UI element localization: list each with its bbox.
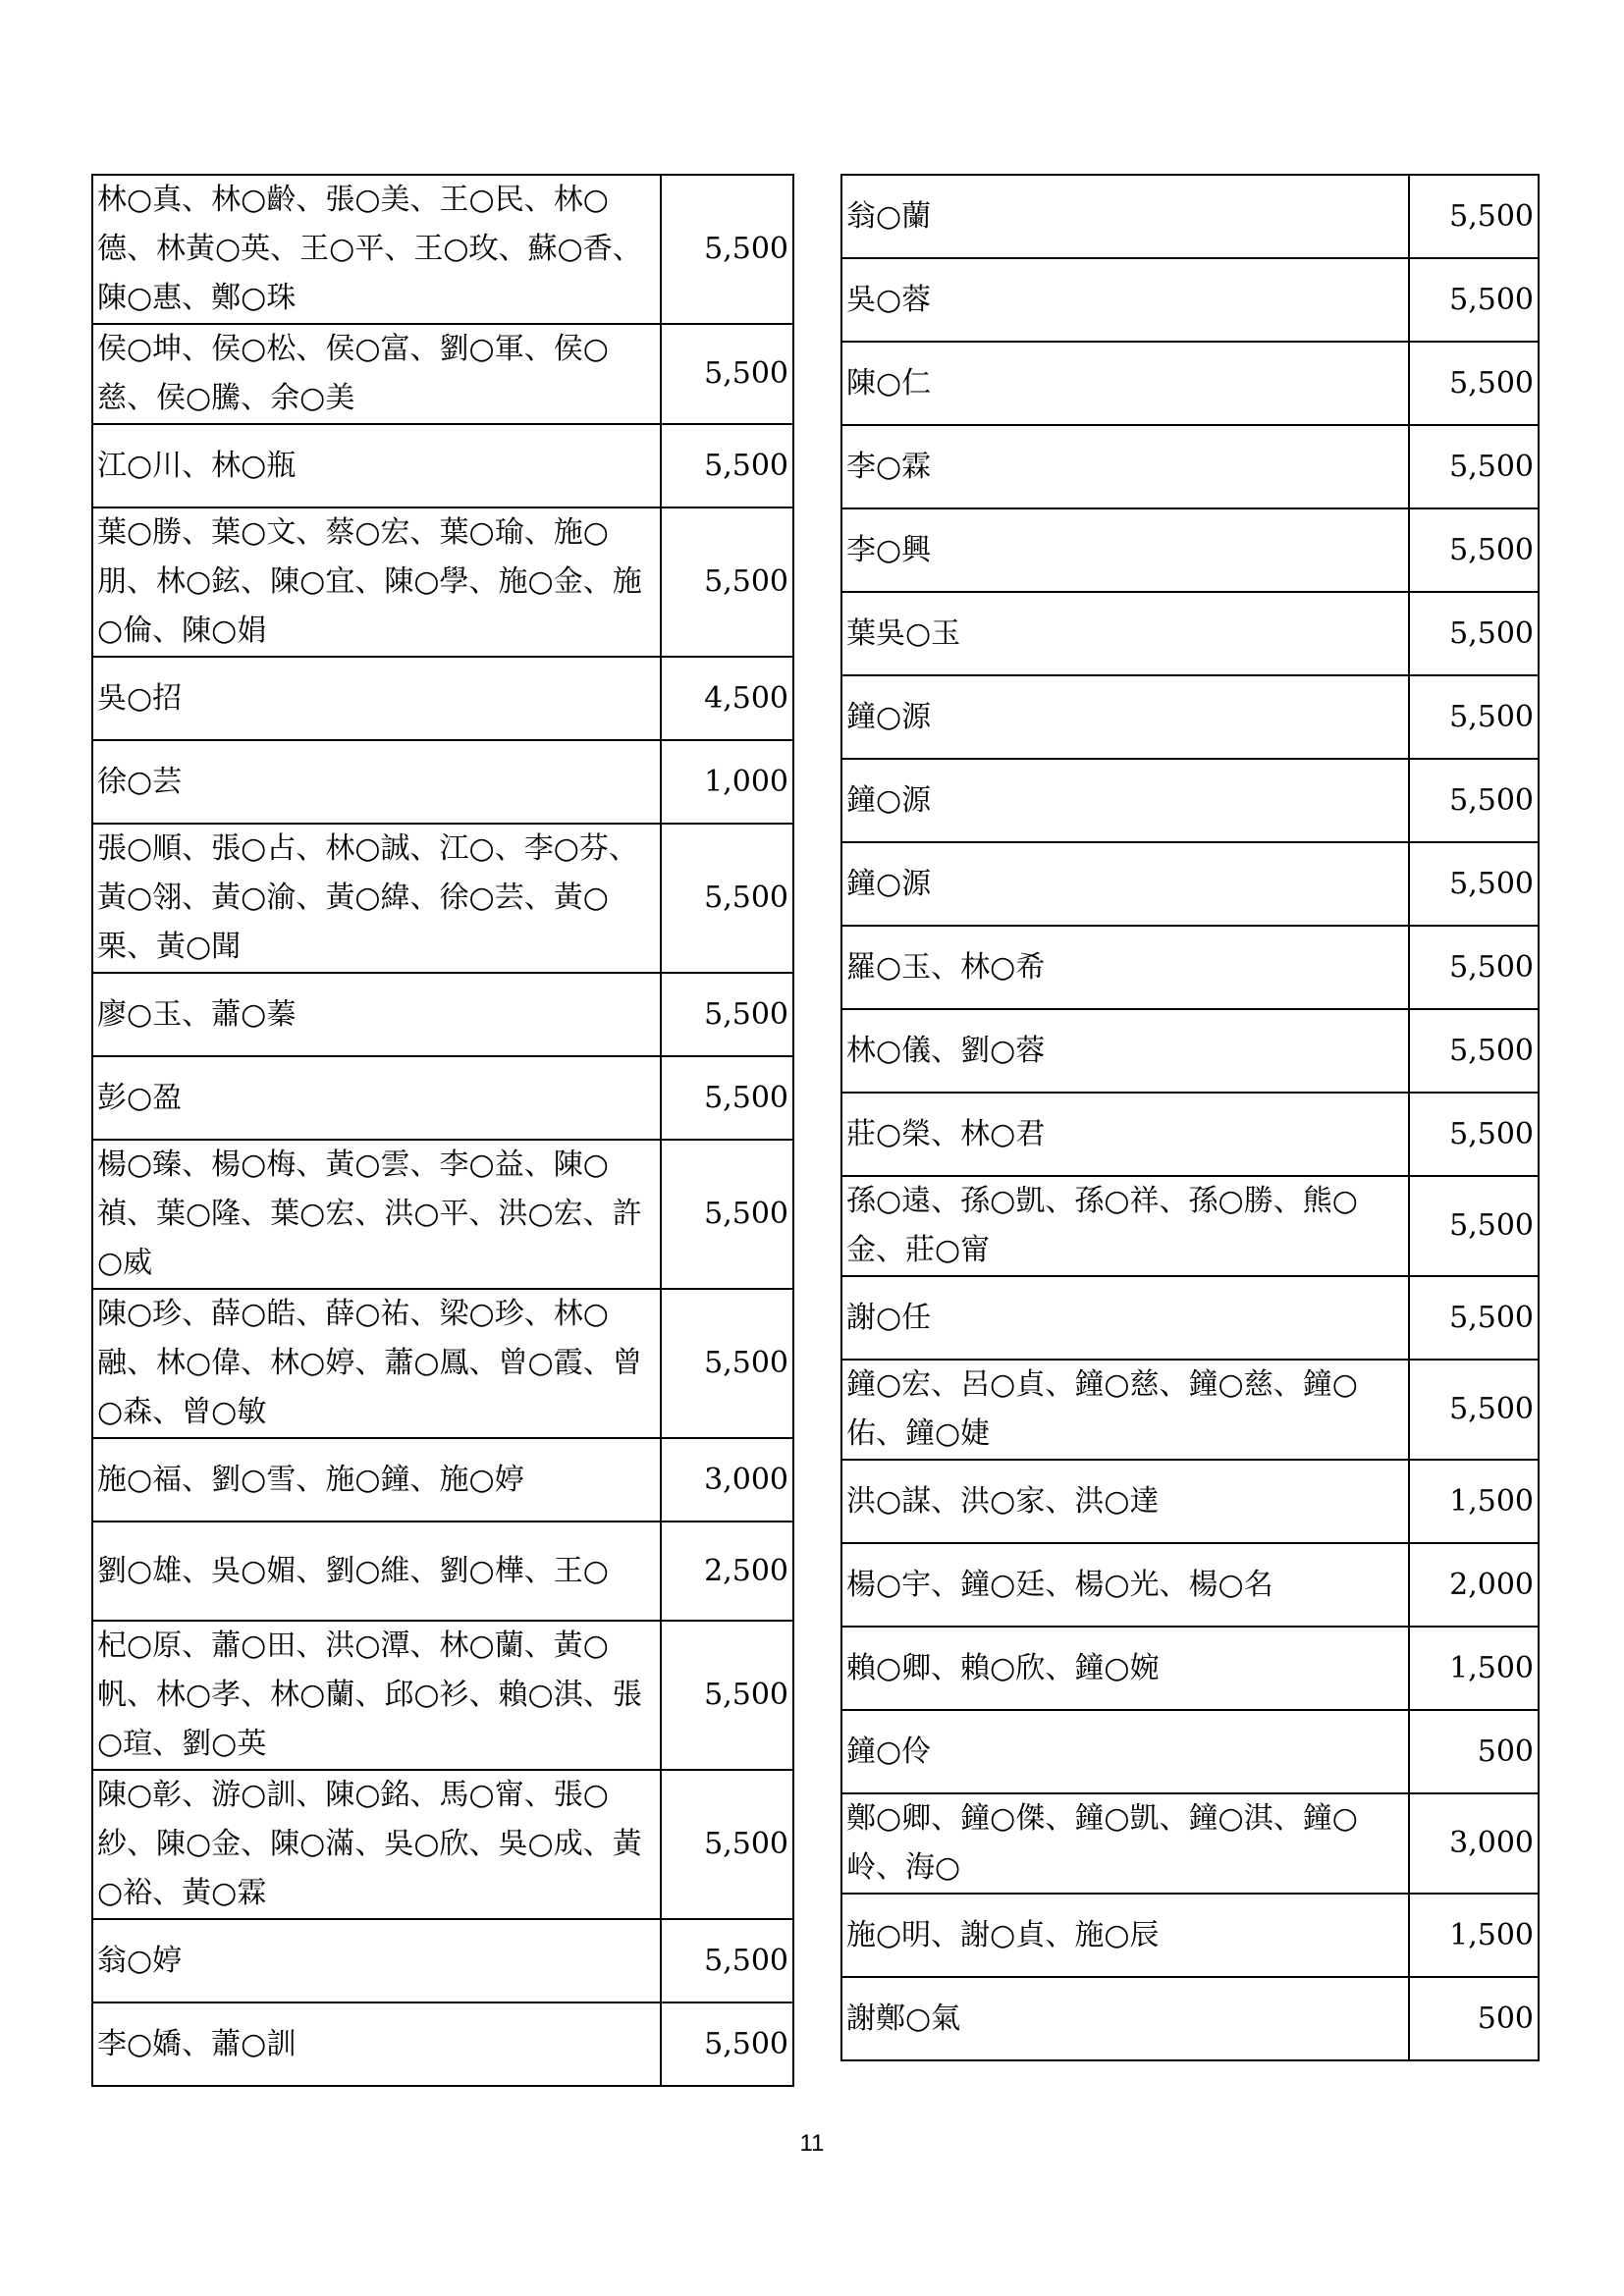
donation-amount: 5,500 bbox=[661, 324, 793, 424]
table-row bbox=[841, 592, 1539, 675]
donation-amount: 5,500 bbox=[1409, 1360, 1539, 1460]
donation-amount: 2,500 bbox=[661, 1522, 793, 1621]
donor-names: 莊○榮、林○君 bbox=[841, 1093, 1409, 1176]
table-row bbox=[841, 1009, 1539, 1093]
donation-amount: 4,500 bbox=[661, 657, 793, 740]
donor-table-left bbox=[91, 174, 794, 2087]
donation-amount: 5,500 bbox=[661, 1919, 793, 2002]
donation-amount: 5,500 bbox=[1409, 342, 1539, 425]
donor-names: 李○嬌、蕭○訓 bbox=[92, 2002, 661, 2086]
donation-amount: 5,500 bbox=[661, 973, 793, 1056]
donation-amount: 5,500 bbox=[1409, 1009, 1539, 1093]
donor-names: 施○明、謝○貞、施○辰 bbox=[841, 1894, 1409, 1977]
table-row bbox=[92, 507, 793, 657]
donation-amount: 1,500 bbox=[1409, 1627, 1539, 1710]
donor-names: 鐘○源 bbox=[841, 759, 1409, 842]
donation-amount: 5,500 bbox=[1409, 926, 1539, 1009]
table-row bbox=[841, 258, 1539, 342]
table-row bbox=[841, 1093, 1539, 1176]
donor-names: 陳○彰、游○訓、陳○銘、馬○甯、張○紗、陳○金、陳○滿、吳○欣、吳○成、黃○裕、黃○霖 bbox=[92, 1770, 661, 1919]
table-row bbox=[841, 1977, 1539, 2060]
table-row bbox=[92, 2002, 793, 2086]
donor-names: 葉吳○玉 bbox=[841, 592, 1409, 675]
table-row bbox=[841, 508, 1539, 592]
donation-amount: 500 bbox=[1409, 1977, 1539, 2060]
donor-names: 杞○原、蕭○田、洪○潭、林○蘭、黃○帆、林○孝、林○蘭、邱○衫、賴○淇、張○瑄、劉○英 bbox=[92, 1621, 661, 1770]
table-row bbox=[92, 1289, 793, 1438]
donation-amount: 5,500 bbox=[1409, 1276, 1539, 1360]
donation-amount: 5,500 bbox=[661, 2002, 793, 2086]
donor-names: 廖○玉、蕭○蓁 bbox=[92, 973, 661, 1056]
table-row bbox=[92, 424, 793, 507]
table-row bbox=[841, 842, 1539, 926]
table-row bbox=[841, 1894, 1539, 1977]
donor-names: 孫○遠、孫○凱、孫○祥、孫○勝、熊○金、莊○甯 bbox=[841, 1176, 1409, 1276]
table-row bbox=[841, 1276, 1539, 1360]
donor-names: 羅○玉、林○希 bbox=[841, 926, 1409, 1009]
table-row bbox=[92, 1770, 793, 1919]
donor-names: 謝鄭○氣 bbox=[841, 1977, 1409, 2060]
table-row bbox=[841, 1710, 1539, 1793]
donor-names: 徐○芸 bbox=[92, 740, 661, 824]
donation-amount: 5,500 bbox=[661, 1770, 793, 1919]
table-row bbox=[841, 1360, 1539, 1460]
donation-amount: 5,500 bbox=[661, 1289, 793, 1438]
table-row bbox=[841, 175, 1539, 258]
donor-names: 洪○謀、洪○家、洪○達 bbox=[841, 1460, 1409, 1543]
donation-amount: 500 bbox=[1409, 1710, 1539, 1793]
table-row bbox=[92, 175, 793, 324]
donor-names: 鐘○宏、呂○貞、鐘○慈、鐘○慈、鐘○佑、鐘○婕 bbox=[841, 1360, 1409, 1460]
donor-names: 李○興 bbox=[841, 508, 1409, 592]
donation-amount: 2,000 bbox=[1409, 1543, 1539, 1627]
donor-names: 林○儀、劉○蓉 bbox=[841, 1009, 1409, 1093]
donor-names: 賴○卿、賴○欣、鐘○婉 bbox=[841, 1627, 1409, 1710]
donation-amount: 3,000 bbox=[661, 1438, 793, 1522]
table-row bbox=[841, 1176, 1539, 1276]
donor-names: 劉○雄、吳○媚、劉○維、劉○樺、王○ bbox=[92, 1522, 661, 1621]
donation-amount: 5,500 bbox=[1409, 425, 1539, 508]
donor-names: 彭○盈 bbox=[92, 1056, 661, 1140]
donor-names: 施○福、劉○雪、施○鐘、施○婷 bbox=[92, 1438, 661, 1522]
donor-names: 翁○婷 bbox=[92, 1919, 661, 2002]
table-row bbox=[92, 324, 793, 424]
donation-amount: 5,500 bbox=[661, 1621, 793, 1770]
table-row bbox=[92, 824, 793, 973]
table-row bbox=[92, 1056, 793, 1140]
donor-names: 鄭○卿、鐘○傑、鐘○凱、鐘○淇、鐘○岭、海○ bbox=[841, 1793, 1409, 1894]
donor-table-right bbox=[840, 174, 1540, 2061]
donation-amount: 5,500 bbox=[1409, 508, 1539, 592]
page-number: 11 bbox=[799, 2130, 825, 2157]
donor-names: 楊○臻、楊○梅、黃○雲、李○益、陳○禎、葉○隆、葉○宏、洪○平、洪○宏、許○威 bbox=[92, 1140, 661, 1289]
donor-names: 楊○宇、鐘○廷、楊○光、楊○名 bbox=[841, 1543, 1409, 1627]
donation-amount: 5,500 bbox=[1409, 258, 1539, 342]
donor-names: 陳○珍、薛○皓、薛○祐、梁○珍、林○融、林○偉、林○婷、蕭○鳳、曾○霞、曾○森、曾○敏 bbox=[92, 1289, 661, 1438]
donor-names: 葉○勝、葉○文、蔡○宏、葉○瑜、施○朋、林○鉉、陳○宜、陳○學、施○金、施○倫、陳○娟 bbox=[92, 507, 661, 657]
donation-amount: 5,500 bbox=[661, 1056, 793, 1140]
table-row bbox=[841, 1460, 1539, 1543]
table-row bbox=[841, 759, 1539, 842]
table-row bbox=[841, 675, 1539, 759]
donor-names: 鐘○伶 bbox=[841, 1710, 1409, 1793]
table-row bbox=[92, 973, 793, 1056]
donation-amount: 5,500 bbox=[661, 175, 793, 324]
table-row bbox=[92, 1438, 793, 1522]
table-row bbox=[92, 1919, 793, 2002]
donation-amount: 5,500 bbox=[1409, 842, 1539, 926]
donation-amount: 1,000 bbox=[661, 740, 793, 824]
donation-amount: 5,500 bbox=[1409, 175, 1539, 258]
donor-names: 謝○任 bbox=[841, 1276, 1409, 1360]
table-row bbox=[841, 425, 1539, 508]
donation-amount: 5,500 bbox=[1409, 759, 1539, 842]
table-row bbox=[92, 657, 793, 740]
donor-names: 張○順、張○占、林○誠、江○、李○芬、黃○翎、黃○渝、黃○緯、徐○芸、黃○栗、黃○聞 bbox=[92, 824, 661, 973]
table-row bbox=[92, 1140, 793, 1289]
table-row bbox=[841, 926, 1539, 1009]
table-row bbox=[841, 1793, 1539, 1894]
donation-amount: 5,500 bbox=[1409, 592, 1539, 675]
donor-names: 翁○蘭 bbox=[841, 175, 1409, 258]
donation-amount: 5,500 bbox=[1409, 1093, 1539, 1176]
donor-names: 江○川、林○瓶 bbox=[92, 424, 661, 507]
table-row bbox=[92, 740, 793, 824]
donation-amount: 5,500 bbox=[1409, 1176, 1539, 1276]
donation-amount: 1,500 bbox=[1409, 1460, 1539, 1543]
table-row bbox=[92, 1522, 793, 1621]
donor-names: 侯○坤、侯○松、侯○富、劉○軍、侯○慈、侯○騰、余○美 bbox=[92, 324, 661, 424]
donation-amount: 5,500 bbox=[661, 507, 793, 657]
donor-names: 李○霖 bbox=[841, 425, 1409, 508]
donor-names: 吳○招 bbox=[92, 657, 661, 740]
donation-amount: 5,500 bbox=[661, 824, 793, 973]
table-row bbox=[841, 1627, 1539, 1710]
donation-amount: 3,000 bbox=[1409, 1793, 1539, 1894]
donor-names: 陳○仁 bbox=[841, 342, 1409, 425]
table-row bbox=[841, 342, 1539, 425]
donor-names: 林○真、林○齡、張○美、王○民、林○德、林黃○英、王○平、王○玫、蘇○香、陳○惠、鄭○珠 bbox=[92, 175, 661, 324]
donation-amount: 1,500 bbox=[1409, 1894, 1539, 1977]
table-row bbox=[841, 1543, 1539, 1627]
donor-names: 吳○蓉 bbox=[841, 258, 1409, 342]
donation-amount: 5,500 bbox=[661, 1140, 793, 1289]
table-row bbox=[92, 1621, 793, 1770]
donor-names: 鐘○源 bbox=[841, 675, 1409, 759]
donor-names: 鐘○源 bbox=[841, 842, 1409, 926]
donation-amount: 5,500 bbox=[661, 424, 793, 507]
donation-amount: 5,500 bbox=[1409, 675, 1539, 759]
